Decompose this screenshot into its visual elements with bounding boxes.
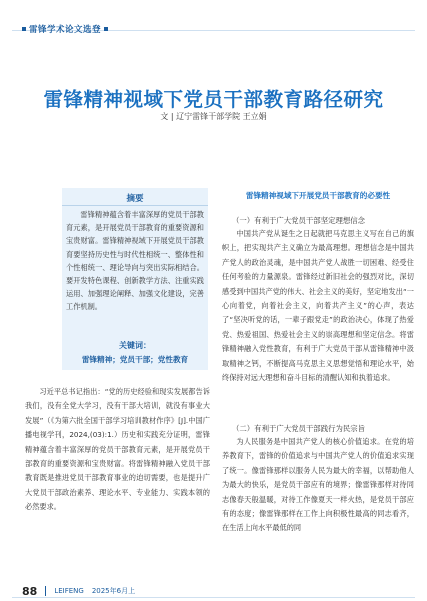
page-number: 88 <box>22 584 38 598</box>
square-bullet-icon <box>22 27 26 31</box>
article-title: 雷锋精神视域下党员干部教育路径研究 <box>43 88 384 111</box>
left-column-body <box>25 385 210 515</box>
subsection-1-text: 中国共产党从诞生之日起就把马克思主义写在自己的旗帜上，把实现共产主义确立为最高理想。理想信念是中国共产党人的政治灵魂，是中国共产党人战胜一切困难、经受住任何考验的力量源泉。雷锋经过新旧社会的强烈对比，深切感受到中国共产党的伟大、社会主义的美好，坚定地发出“一心向着党，向着社会主义，向着共产主义”的心声，表达了“坚决听党的话，一辈子跟党走”的政治决心，体现了热爱党、热爱祖国、热爱社会主义的崇高理想和坚定信念。将雷锋精神融入党性教育，有利于广大党员干部从雷锋精神中汲取精神之钙，不断提高马克思主义思想觉悟和理论水平，始终保持对远大理想和奋斗目标的清醒认知和执着追求。 <box>222 229 414 383</box>
journal-name: LEIFENG <box>54 587 84 595</box>
column-tag <box>22 22 108 36</box>
keywords-heading: 关键词： <box>119 341 151 350</box>
bottom-divider <box>12 597 415 598</box>
column-tag-label: 雷锋学术论文选登 <box>29 25 102 35</box>
footer-divider <box>45 586 46 596</box>
subsection-2-text: 为人民服务是中国共产党人的核心价值追求。在党的培养教育下，雷锋的价值追求与中国共产党人的价值追求实现了统一。像雷锋那样以服务人民为最大的幸福，以帮助他人为最大的快乐，是党员干部应有的境界；像雷锋那样对待同志像春天般温暖，对待工作像夏天一样火热，是党员干部应有的态度；像雷锋那样在工作上向积极性最高的同志看齐，在生活上向水平最低的同 <box>222 437 414 533</box>
subsection-2 <box>222 422 414 536</box>
subsection-1-heading: （一）有利于广大党员干部坚定理想信念 <box>232 216 366 225</box>
article-author: 文 | 辽宁雷锋干部学院 王立娟 <box>160 112 267 121</box>
issue-date: 2025年6月上 <box>91 587 136 595</box>
keywords-text: 雷锋精神；党员干部；党性教育 <box>81 355 189 364</box>
abstract-heading: 摘要 <box>62 192 208 206</box>
square-bullet-icon <box>104 27 108 31</box>
subsection-1 <box>222 214 414 385</box>
page-footer <box>22 584 135 598</box>
section-heading: 雷锋精神视域下开展党员干部教育的必要性 <box>245 191 391 200</box>
subsection-2-heading: （二）有利于广大党员干部践行为民宗旨 <box>232 424 366 433</box>
abstract-text: 雷锋精神蕴含着丰富深厚的党员干部教育元素，是开展党员干部教育的重要资源和宝贵财富。雷锋精神视域下开展党员干部教育要坚持历史性与时代性相统一、整体性和个性相统一、理论导向与突出实际相结合。要开发特色课程、创新教学方法、注重实践运用、加强理论阐释、加强文化建设，完善工作机制。 <box>66 210 204 312</box>
body-paragraph: 习近平总书记指出：“党的历史经验和现实发展都告诉我们，没有全党大学习，没有干部大培训，就没有事业大发展”（《为第六批全国干部学习培训教材作序》[J].中国广播电视学刊，2024,(03):1.）历史和实践充分证明，雷锋精神蕴含着丰富深厚的党员干部教育元素，是开展党员干部教育的重要资源和宝贵财富。将雷锋精神融入党员干部教育既是推进党员干部教育事业的迫切需要，也是提升广大党员干部政治素养、理论水平、专业能力、实践本领的必然要求。 <box>25 387 210 512</box>
